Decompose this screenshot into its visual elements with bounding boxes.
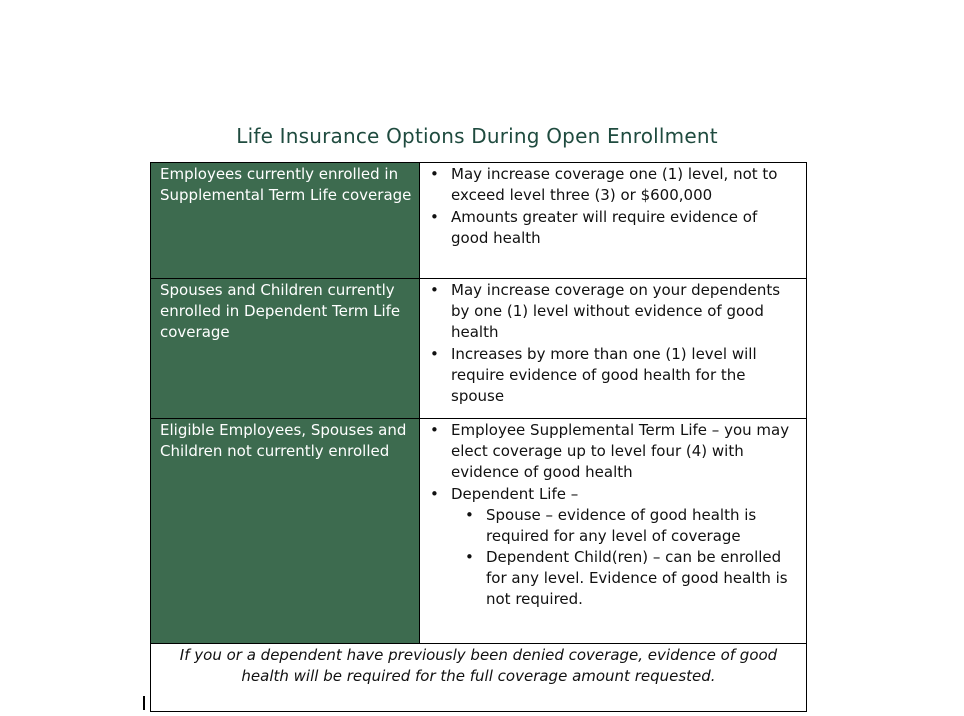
bullet-icon: • <box>465 506 474 524</box>
list-item-text: Dependent Life – <box>451 485 579 503</box>
row-label-cell <box>151 279 420 419</box>
bullet-icon: • <box>465 548 474 566</box>
row-label: Spouses and Children currently enrolled in Dependent Term Life coverage <box>160 281 401 341</box>
sub-bullet-list <box>451 505 798 610</box>
row-label-cell <box>151 163 420 279</box>
row-details-cell <box>420 279 807 419</box>
row-details-cell <box>420 163 807 279</box>
life-insurance-options-table <box>150 162 807 712</box>
bullet-icon: • <box>430 345 439 363</box>
list-item-text: May increase coverage on your dependents by one (1) level without evidence of good health <box>451 281 781 341</box>
bullet-icon: • <box>430 208 439 226</box>
sub-list-item-text: Dependent Child(ren) – can be enrolled for any level. Evidence of good health is not required. <box>486 548 788 608</box>
row-label: Employees currently enrolled in Supplemental Term Life coverage <box>160 165 412 204</box>
list-item <box>426 420 798 483</box>
list-item <box>426 164 798 206</box>
list-item <box>426 484 798 610</box>
list-item <box>426 207 798 249</box>
footnote-row <box>151 644 807 712</box>
list-item-text: Increases by more than one (1) level will require evidence of good health for the spouse <box>451 345 757 405</box>
row-details-cell <box>420 419 807 644</box>
table-row <box>151 163 807 279</box>
footnote-text: If you or a dependent have previously been denied coverage, evidence of good health will be required for the full coverage amount requested. <box>179 646 778 685</box>
table-row <box>151 279 807 419</box>
sub-list-item-text: Spouse – evidence of good health is required for any level of coverage <box>486 506 757 545</box>
sub-list-item <box>461 547 798 610</box>
list-item-text: Employee Supplemental Term Life – you may elect coverage up to level four (4) with evidence of good health <box>451 421 790 481</box>
list-item-text: Amounts greater will require evidence of good health <box>451 208 758 247</box>
bullet-icon: • <box>430 281 439 299</box>
page-title: Life Insurance Options During Open Enrollment <box>236 124 718 148</box>
bullet-list <box>426 164 798 249</box>
text-cursor <box>143 696 145 710</box>
list-item <box>426 280 798 343</box>
footnote-cell <box>151 644 807 712</box>
list-item <box>426 344 798 407</box>
table-row <box>151 419 807 644</box>
bullet-list <box>426 280 798 407</box>
row-label-cell <box>151 419 420 644</box>
row-label: Eligible Employees, Spouses and Children not currently enrolled <box>160 421 407 460</box>
bullet-icon: • <box>430 485 439 503</box>
bullet-list <box>426 420 798 610</box>
sub-list-item <box>461 505 798 547</box>
list-item-text: May increase coverage one (1) level, not to exceed level three (3) or $600,000 <box>451 165 778 204</box>
bullet-icon: • <box>430 165 439 183</box>
bullet-icon: • <box>430 421 439 439</box>
